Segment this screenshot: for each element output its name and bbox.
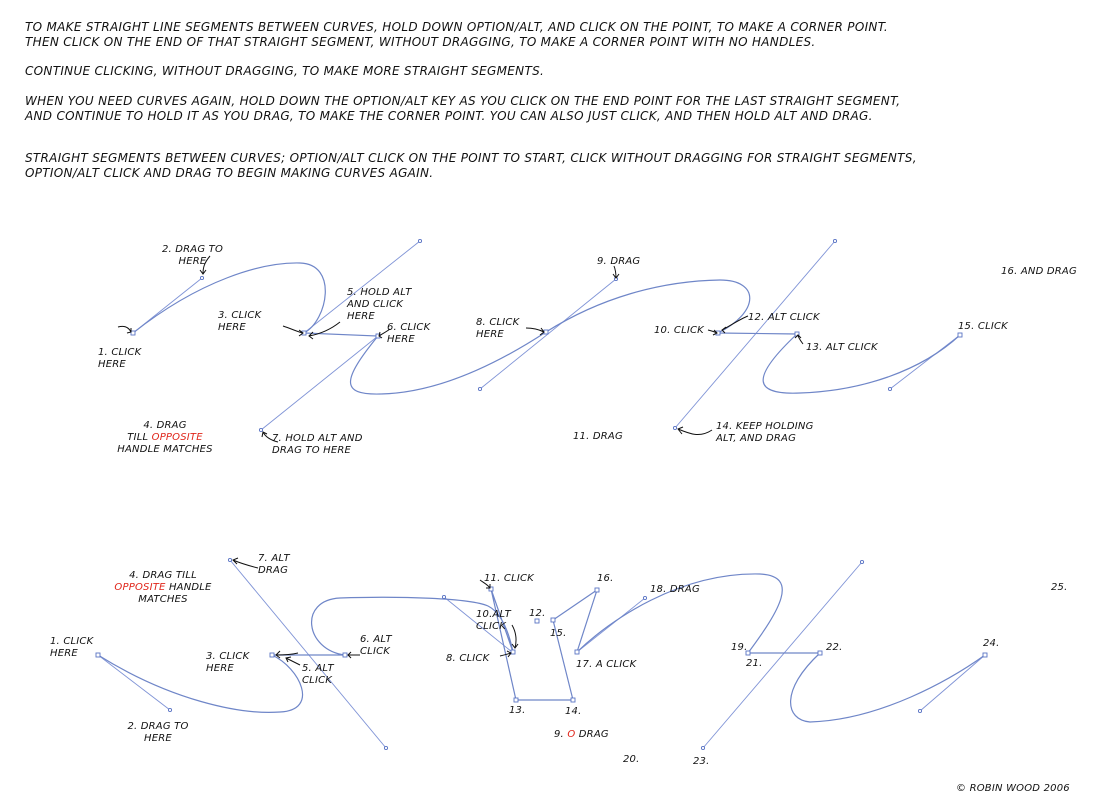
- handle-end: [833, 239, 836, 242]
- handle-end: [442, 595, 445, 598]
- handle-end: [168, 708, 171, 711]
- handle-end: [418, 239, 421, 242]
- d2-label-7: 7. ALT DRAG: [258, 553, 290, 576]
- d1-label-5: 5. HOLD ALT AND CLICK HERE: [347, 287, 412, 322]
- d2-label-21: 21.: [746, 658, 763, 669]
- handle-line: [577, 598, 645, 652]
- d1-label-11: 11. DRAG: [573, 431, 623, 442]
- d1-label-7: 7. HOLD ALT AND DRAG TO HERE: [272, 433, 363, 456]
- instruction-line-1: TO MAKE STRAIGHT LINE SEGMENTS BETWEEN CURVES, HOLD DOWN OPTION/ALT, AND CLICK ON THE POINT, TO MAKE A CORNER POINT.: [25, 20, 889, 34]
- d2-label-6: 6. ALT CLICK: [360, 634, 392, 657]
- d1-label-10: 10. CLICK: [654, 325, 704, 336]
- handle-line: [261, 336, 378, 430]
- instruction-line-3: CONTINUE CLICKING, WITHOUT DRAGGING, TO MAKE MORE STRAIGHT SEGMENTS.: [25, 64, 545, 78]
- d2-label-2: 2. DRAG TO HERE: [127, 721, 189, 744]
- d2-label-9-post: DRAG: [575, 729, 609, 740]
- d2-label-15: 15.: [550, 628, 567, 639]
- d2-label-22: 22.: [826, 642, 843, 653]
- anchor-point: [551, 618, 555, 622]
- handle-end: [228, 558, 231, 561]
- d2-label-10: 10.ALT CLICK: [476, 609, 511, 632]
- handle-end: [259, 428, 262, 431]
- anchor-point: [983, 653, 987, 657]
- d1-label-4b: [100, 432, 230, 444]
- d2-label-9-pre: 9.: [554, 729, 568, 740]
- d2-label-23: 23.: [693, 756, 710, 767]
- d1-label-16: 16. AND DRAG: [1001, 266, 1077, 277]
- anchor-point: [131, 331, 135, 335]
- d1-label-4b-pre: TILL: [127, 432, 152, 443]
- handle-end: [478, 387, 481, 390]
- handle-end: [918, 709, 921, 712]
- d2-label-4c: MATCHES: [138, 594, 188, 605]
- instruction-line-6: STRAIGHT SEGMENTS BETWEEN CURVES; OPTION/ALT CLICK ON THE POINT TO START, CLICK WITHOUT DRAGGING FOR STRAIGHT SEGMENTS,: [25, 151, 917, 165]
- curve-path-2: [98, 574, 985, 722]
- handle-line: [890, 335, 960, 389]
- anchor-point: [514, 698, 518, 702]
- handle-line: [920, 655, 985, 711]
- d1-label-15: 15. CLICK: [958, 321, 1008, 332]
- d2-label-5: 5. ALT CLICK: [302, 663, 334, 686]
- pointer-arrow: [233, 558, 258, 568]
- handle-line: [98, 655, 170, 710]
- pointer-arrow: [678, 427, 712, 435]
- d2-label-25: 25.: [1051, 582, 1068, 593]
- handle-end: [200, 276, 203, 279]
- handle-end: [701, 746, 704, 749]
- d2-label-1: 1. CLICK HERE: [50, 636, 94, 659]
- d2-label-9-red: O: [567, 729, 576, 740]
- d2-label-4a: 4. DRAG TILL: [129, 570, 197, 581]
- d2-label-16: 16.: [597, 573, 614, 584]
- anchor-point: [595, 588, 599, 592]
- anchor-point: [270, 653, 274, 657]
- d1-label-1: 1. CLICK HERE: [98, 347, 142, 370]
- d1-label-4b-red: OPPOSITE: [151, 432, 203, 443]
- d2-label-3: 3. CLICK HERE: [206, 651, 250, 674]
- d2-label-8: 8. CLICK: [446, 653, 490, 664]
- d2-label-4b-post: HANDLE: [165, 582, 212, 593]
- copyright-credit: © ROBIN WOOD 2006: [956, 783, 1070, 794]
- d1-label-3: 3. CLICK HERE: [218, 310, 262, 333]
- d1-label-6: 6. CLICK HERE: [387, 322, 431, 345]
- d1-label-14: 14. KEEP HOLDING ALT, AND DRAG: [716, 421, 814, 444]
- instruction-line-7: OPTION/ALT CLICK AND DRAG TO BEGIN MAKING CURVES AGAIN.: [25, 166, 434, 180]
- anchor-point: [511, 650, 515, 654]
- pointer-arrow: [348, 652, 360, 658]
- handle-end: [860, 560, 863, 563]
- anchor-point: [571, 698, 575, 702]
- d1-label-9: 9. DRAG: [597, 256, 641, 267]
- d2-label-14: 14.: [565, 706, 582, 717]
- d1-label-2: 2. DRAG TO HERE: [161, 244, 224, 267]
- pointer-arrow: [286, 657, 300, 665]
- anchor-point: [818, 651, 822, 655]
- anchor-point: [575, 650, 579, 654]
- d2-label-9: [554, 729, 609, 741]
- d2-label-24: 24.: [983, 638, 1000, 649]
- instruction-line-5: AND CONTINUE TO HOLD IT AS YOU DRAG, TO MAKE THE CORNER POINT. YOU CAN ALSO JUST CLICK, AND THEN HOLD ALT AND DRAG.: [25, 109, 873, 123]
- pointer-arrow: [283, 326, 303, 336]
- d2-label-4b: [98, 582, 228, 594]
- instruction-line-2: THEN CLICK ON THE END OF THAT STRAIGHT SEGMENT, WITHOUT DRAGGING, TO MAKE A CORNER POINT WITH NO HANDLES.: [25, 35, 816, 49]
- d2-label-11: 11. CLICK: [484, 573, 534, 584]
- d1-label-12: 12. ALT CLICK: [748, 312, 820, 323]
- handle-end: [673, 426, 676, 429]
- anchor-point: [958, 333, 962, 337]
- d2-label-17: 17. A CLICK: [576, 659, 637, 670]
- handle-end: [384, 746, 387, 749]
- d2-label-18: 18. DRAG: [650, 584, 700, 595]
- handle-end: [888, 387, 891, 390]
- diagram-1-paths: [131, 239, 962, 431]
- d2-label-19: 19.: [731, 642, 748, 653]
- d2-label-20: 20.: [623, 754, 640, 765]
- d1-label-4c: HANDLE MATCHES: [117, 444, 213, 455]
- pointer-arrow: [795, 335, 803, 344]
- instruction-line-4: WHEN YOU NEED CURVES AGAIN, HOLD DOWN THE OPTION/ALT KEY AS YOU CLICK ON THE END POINT FOR THE LAST STRAIGHT SEGMENT,: [25, 94, 901, 108]
- handle-end: [643, 596, 646, 599]
- pointer-arrow: [118, 326, 131, 333]
- pointer-arrow: [722, 316, 748, 333]
- anchor-point: [343, 653, 347, 657]
- d2-label-13: 13.: [509, 705, 526, 716]
- d2-label-4b-red: OPPOSITE: [114, 582, 166, 593]
- d1-label-4a: 4. DRAG: [143, 420, 187, 431]
- d2-label-12: 12.: [529, 608, 546, 619]
- d1-label-8: 8. CLICK HERE: [476, 317, 520, 340]
- d1-label-13: 13. ALT CLICK: [806, 342, 878, 353]
- diagram-1-arrows: [118, 256, 803, 442]
